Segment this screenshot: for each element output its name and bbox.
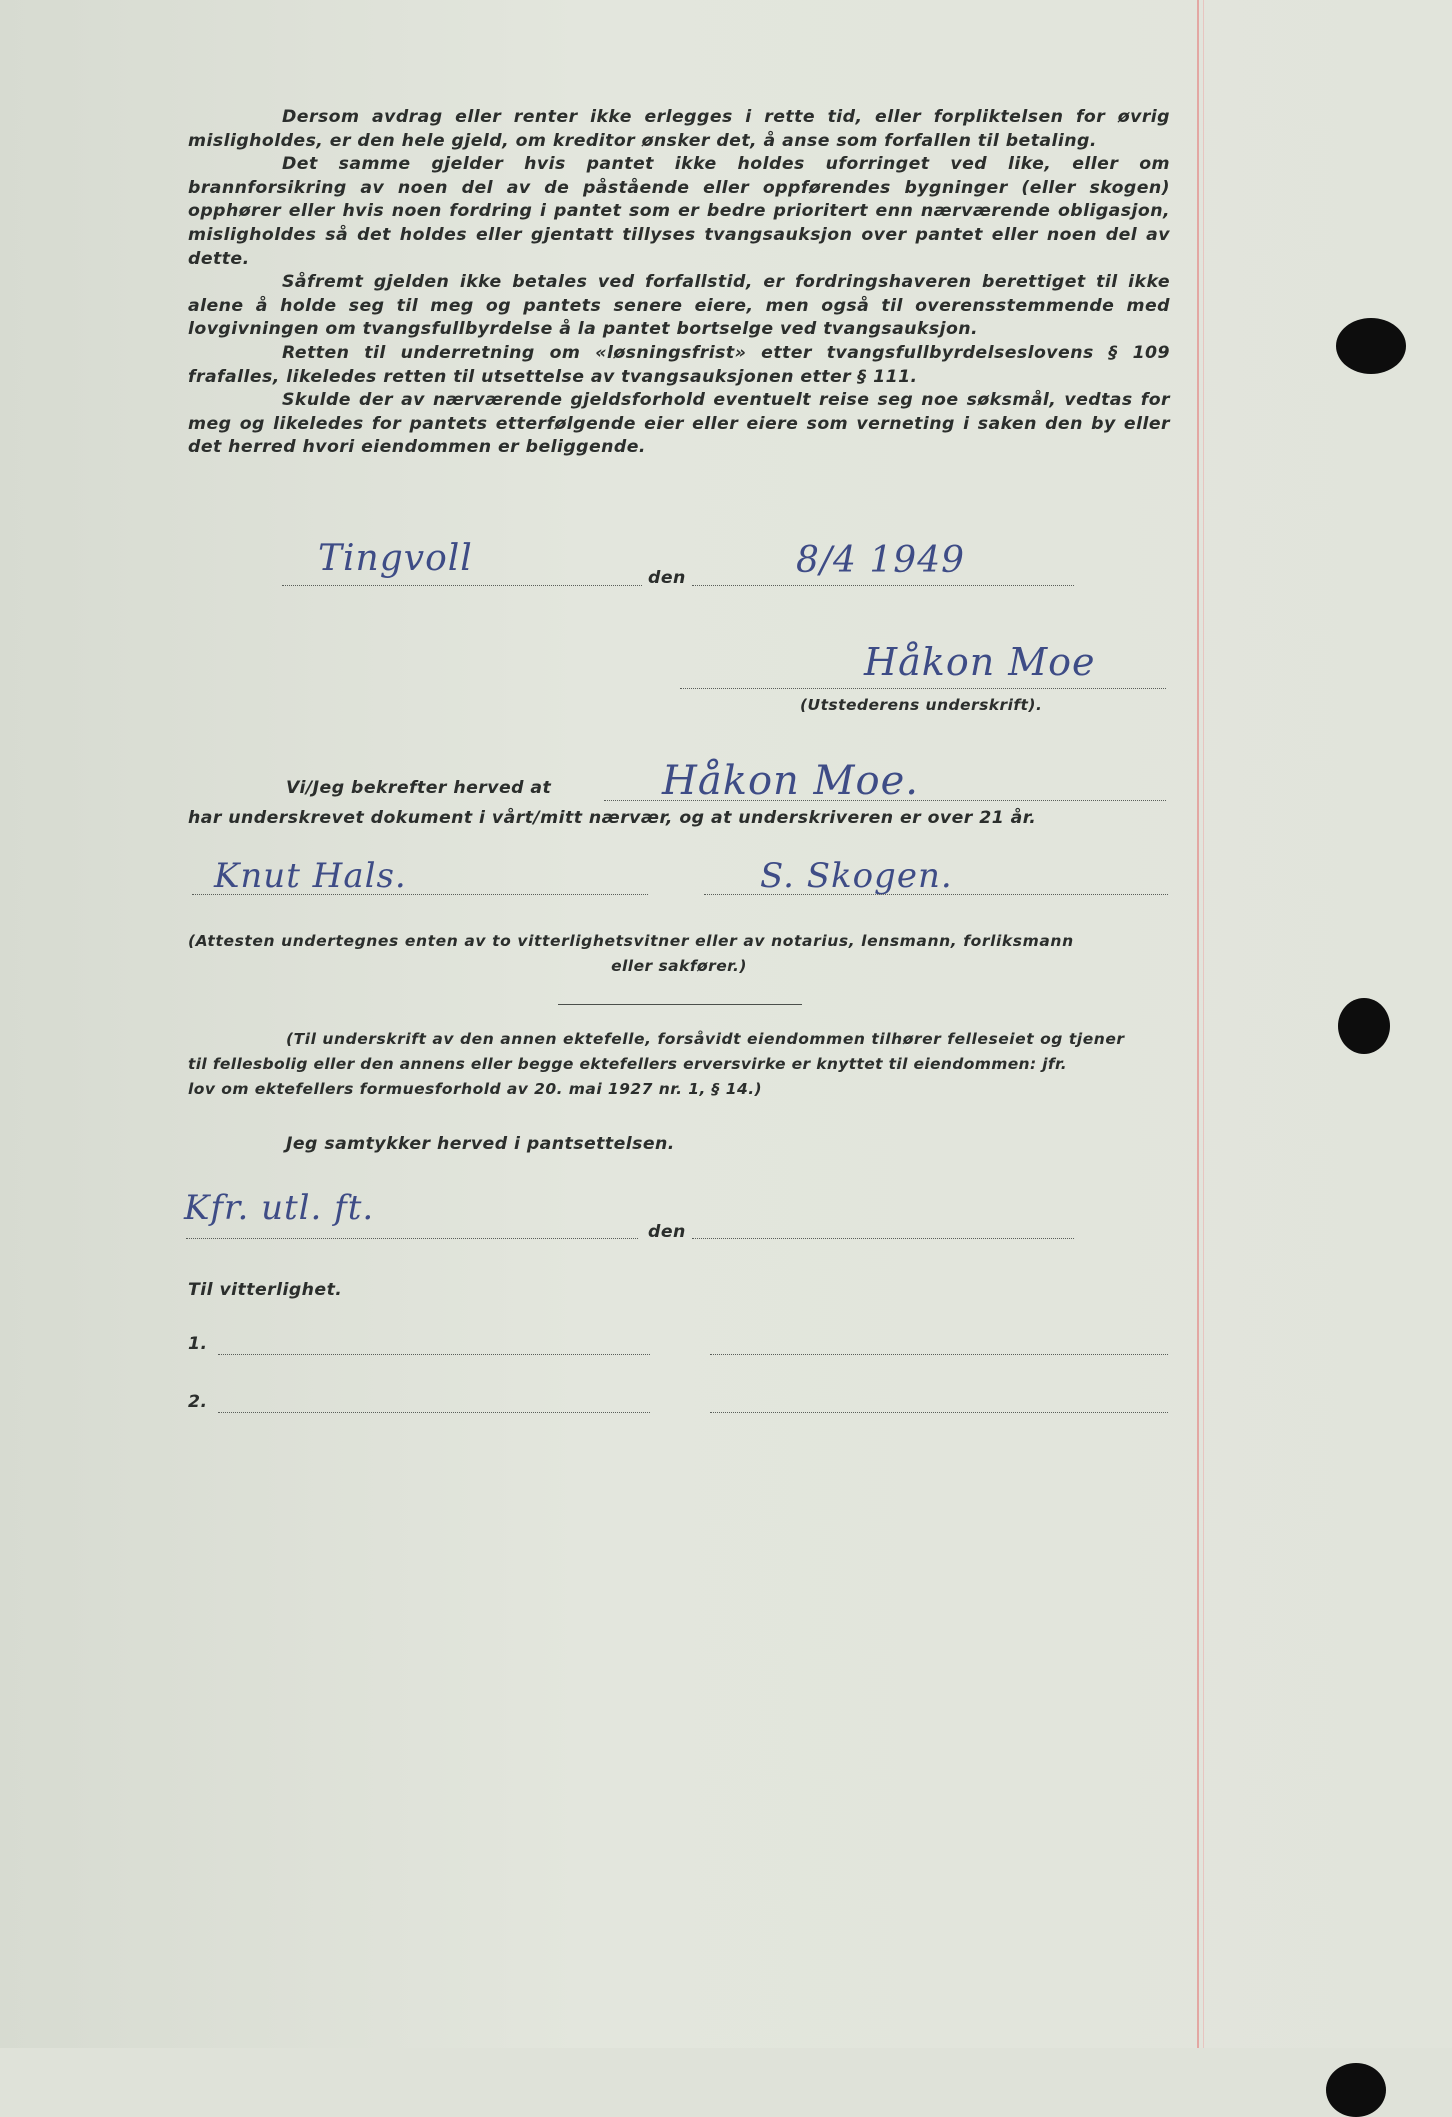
punch-hole	[1338, 998, 1390, 1054]
punch-hole	[1326, 2063, 1386, 2117]
confirm-name-handwritten: Håkon Moe.	[662, 758, 919, 804]
signature-caption: (Utstederens underskrift).	[800, 696, 1043, 714]
paragraph-collateral: Det samme gjelder hvis pantet ikke holdes uforringet ved like, eller om brannforsikring av noen del av de påstående eller oppførendes bygninger (eller skogen) opphører eller hvis noen fordring i pantet som er bedre prioritert enn nærværende obligasjon, misligholdes så det holdes eller gjentatt tillyses tvangsauksjon over pantet eller noen del av dette.	[188, 154, 1170, 269]
paragraph-default: Dersom avdrag eller renter ikke erlegges i rette tid, eller forpliktelsen for øvrig misligholdes, er den hele gjeld, om kreditor ønsker det, å anse som forfallen til betaling.	[188, 107, 1170, 151]
witness1-signature: Knut Hals.	[214, 856, 407, 896]
signature-line	[680, 688, 1166, 689]
place-handwritten: Tingvoll	[318, 538, 473, 579]
punch-hole	[1336, 318, 1406, 374]
consent-text: Jeg samtykker herved i pantsettelsen.	[286, 1134, 675, 1154]
date-line	[692, 585, 1074, 586]
spouse-note-line2: til fellesbolig eller den annens eller begge ektefellers erversvirke er knyttet til eiendommen: jfr.	[188, 1055, 1068, 1073]
witness2-line	[704, 894, 1168, 895]
spouse-place-handwritten: Kfr. utl. ft.	[184, 1188, 375, 1228]
confirm-text: har underskrevet dokument i vårt/mitt nærvær, og at underskriveren er over 21 år.	[188, 808, 1037, 828]
section-separator	[558, 1004, 802, 1005]
spouse-date-line	[692, 1238, 1074, 1239]
witness-heading: Til vitterlighet.	[188, 1280, 343, 1300]
spouse-den-label: den	[648, 1222, 686, 1242]
date-handwritten: 8/4 1949	[796, 540, 965, 581]
margin-rule-secondary	[1203, 0, 1204, 2048]
witness1-line	[192, 894, 648, 895]
place-line	[282, 585, 642, 586]
witness2-signature: S. Skogen.	[760, 856, 953, 896]
witness-line-2a	[218, 1412, 650, 1413]
paragraph-venue: Skulde der av nærværende gjeldsforhold eventuelt reise seg noe søksmål, vedtas for meg og likeledes for pantets etterfølgende eier eller eiere som verneting i saken den by eller det herred hvori eiendommen er beliggende.	[188, 390, 1170, 458]
den-label: den	[648, 568, 686, 588]
witness-number-2: 2.	[188, 1392, 208, 1412]
spouse-note-line3: lov om ektefellers formuesforhold av 20. mai 1927 nr. 1, § 14.)	[188, 1080, 763, 1098]
witness-line-2b	[710, 1412, 1168, 1413]
attest-note-line2: eller sakfører.)	[611, 957, 747, 975]
spouse-place-line	[186, 1238, 638, 1239]
margin-rule	[1197, 0, 1199, 2048]
terms-text	[188, 106, 1170, 460]
attest-note-line1: (Attesten undertegnes enten av to vitterlighetsvitner eller av notarius, lensmann, forliksmann	[188, 932, 1074, 950]
confirm-name-line	[604, 800, 1166, 801]
witness-number-1: 1.	[188, 1334, 208, 1354]
confirm-label: Vi/Jeg bekrefter herved at	[286, 778, 552, 798]
witness-line-1a	[218, 1354, 650, 1355]
issuer-signature: Håkon Moe	[864, 640, 1096, 684]
paragraph-forced-sale: Såfremt gjelden ikke betales ved forfallstid, er fordringshaveren berettiget til ikke alene å holde seg til meg og pantets senere eiere, men også til overensstemmende med lovgivningen om tvangsfullbyrdelse å la pantet bortselge ved tvangsauksjon.	[188, 272, 1170, 340]
witness-line-1b	[710, 1354, 1168, 1355]
paragraph-notice: Retten til underretning om «løsningsfrist» etter tvangsfullbyrdelseslovens § 109 frafalles, likeledes retten til utsettelse av tvangsauksjonen etter § 111.	[188, 342, 1170, 387]
spouse-note-line1: (Til underskrift av den annen ektefelle, forsåvidt eiendommen tilhører felleseiet og tjener	[286, 1030, 1125, 1048]
